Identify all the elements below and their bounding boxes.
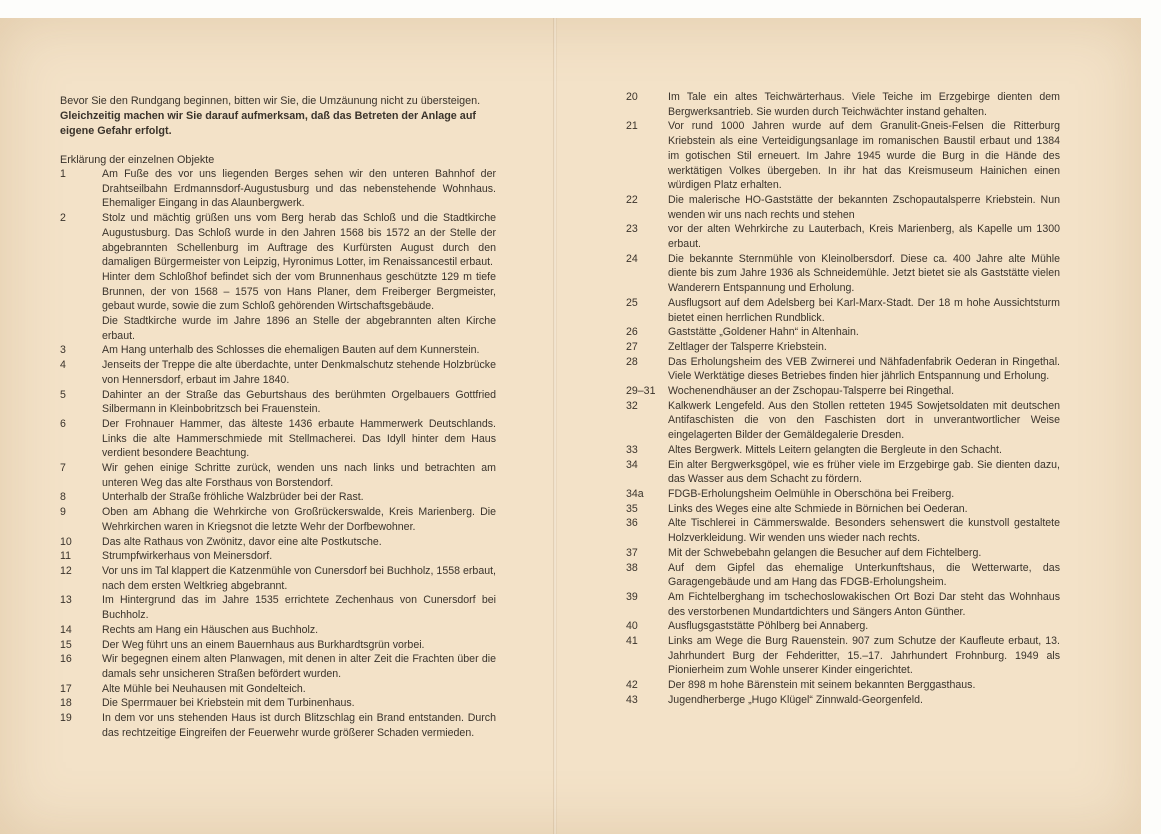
- object-description: Links des Weges eine alte Schmiede in Börnichen bei Oederan.: [668, 502, 968, 515]
- object-entry: [56, 505, 496, 534]
- object-number: [56, 270, 102, 314]
- object-entry: [56, 417, 496, 461]
- object-entry: [620, 90, 1060, 119]
- object-description: Rechts am Hang ein Häuschen aus Buchholz.: [102, 623, 319, 636]
- object-description: Die Sperrmauer bei Kriebstein mit dem Turbinenhaus.: [102, 697, 355, 710]
- object-number: 32: [626, 399, 638, 412]
- object-number: 4: [60, 359, 66, 372]
- object-entry: [620, 443, 1060, 458]
- object-entry: [620, 222, 1060, 251]
- object-number: 6: [60, 417, 66, 430]
- object-entry: [620, 693, 1060, 708]
- object-entry: [56, 593, 496, 622]
- object-description: Das Erholungsheim des VEB Zwirnerei und Nähfadenfabrik Oederan in Ringethal. Viele Werktätige dieses Betriebes finden hier jährlich Entspannung und Erholung.: [668, 355, 1060, 383]
- intro-line: Bevor Sie den Rundgang beginnen, bitten wir Sie, die Umzäunung nicht zu übersteigen.: [60, 95, 481, 107]
- object-entry: [56, 314, 496, 343]
- object-number: 40: [626, 620, 638, 633]
- object-number: 28: [626, 355, 638, 368]
- object-entry: [620, 619, 1060, 634]
- object-number: 2: [60, 212, 66, 225]
- object-number: 43: [626, 693, 638, 706]
- object-description: Jenseits der Treppe die alte überdachte, unter Denkmalschutz stehende Holzbrücke von Hennersdorf, erbaut im Jahre 1840.: [102, 359, 496, 386]
- object-number: 12: [60, 564, 72, 577]
- object-description: Ausflugsgaststätte Pöhlberg bei Annaberg.: [668, 620, 869, 633]
- object-description: Wir gehen einige Schritte zurück, wenden uns nach links und betrachten am unteren Weg das alte Forsthaus von Borstendorf.: [102, 462, 496, 489]
- object-description: Vor rund 1000 Jahren wurde auf dem Granulit-Gneis-Felsen die Ritterburg Kriebstein als eine Verteidigungsanlage im romanischen Baustil erbaut und 1384 im gotischen Stil erneuert. Im Jahre 1945 wurde die Burg in die Hände des werktätigen Volkes übergeben. In ihr hat das Kreismuseum Hainichen einen würdigen Platz erhalten.: [668, 120, 1060, 192]
- object-number: 1: [60, 168, 66, 180]
- object-number: 19: [60, 712, 72, 725]
- object-number: 7: [60, 462, 66, 475]
- object-entry: [620, 296, 1060, 325]
- object-number: 14: [60, 623, 72, 636]
- object-description: Ein alter Bergwerksgöpel, wie es früher viele im Erzgebirge gab. Sie dienten dazu, das Wasser aus dem Schacht zu fördern.: [668, 458, 1060, 486]
- object-entry: [620, 252, 1060, 296]
- object-number: 9: [60, 506, 66, 519]
- left-column: [56, 167, 496, 740]
- object-entry: [620, 119, 1060, 193]
- object-description: FDGB-Erholungsheim Oelmühle in Oberschöna bei Freiberg.: [668, 487, 955, 500]
- object-number: [56, 314, 102, 343]
- object-number: 16: [60, 653, 72, 666]
- object-description: Gaststätte „Goldener Hahn“ in Altenhain.: [668, 326, 859, 339]
- object-description: Die Stadtkirche wurde im Jahre 1896 an Stelle der abgebrannten alten Kirche erbaut.: [102, 315, 496, 342]
- object-number: 23: [626, 223, 638, 236]
- object-description: Der 898 m hohe Bärenstein mit seinem bekannten Berggasthaus.: [668, 679, 976, 692]
- object-number: 38: [626, 561, 638, 574]
- object-description: Ausflugsort auf dem Adelsberg bei Karl-Marx-Stadt. Der 18 m hohe Aussichtsturm bietet einen herrlichen Rundblick.: [668, 296, 1060, 324]
- object-description: Mit der Schwebebahn gelangen die Besucher auf dem Fichtelberg.: [668, 546, 982, 559]
- object-entry: [56, 211, 496, 270]
- object-entry: [620, 634, 1060, 678]
- object-entry: [620, 399, 1060, 443]
- object-entry: [620, 546, 1060, 561]
- object-number: 33: [626, 443, 638, 456]
- object-description: Oben am Abhang die Wehrkirche von Großrückerswalde, Kreis Marienberg. Die Wehrkirchen waren in Kriegsnot die letzte Wehr der Dorfbewohner.: [102, 506, 496, 533]
- object-entry: [56, 167, 496, 211]
- right-column: [620, 90, 1060, 708]
- object-entry: [56, 388, 496, 417]
- object-entry: [56, 549, 496, 564]
- object-number: 27: [626, 340, 638, 353]
- object-entry: [56, 461, 496, 490]
- object-description: Altes Bergwerk. Mittels Leitern gelangten die Bergleute in den Schacht.: [668, 443, 1002, 456]
- object-entry: [620, 384, 1060, 399]
- object-description: Jugendherberge „Hugo Klügel“ Zinnwald-Georgenfeld.: [668, 693, 923, 706]
- object-number: 13: [60, 594, 72, 607]
- object-entry: [56, 358, 496, 387]
- intro-text: [60, 94, 500, 139]
- center-fold: [553, 18, 557, 834]
- object-description: In dem vor uns stehenden Haus ist durch Blitzschlag ein Brand entstanden. Durch das rechtzeitige Eingreifen der Feuerwehr wurde größerer Schaden vermieden.: [102, 712, 496, 739]
- object-entry: [56, 535, 496, 550]
- object-description: Vor uns im Tal klappert die Katzenmühle von Cunersdorf bei Buchholz, 1558 erbaut, nach dem ersten Weltkrieg abgebrannt.: [102, 564, 496, 592]
- object-entry: [620, 193, 1060, 222]
- object-description: Im Hintergrund das im Jahre 1535 errichtete Zechenhaus von Cunersdorf bei Buchholz.: [102, 594, 496, 622]
- object-number: 26: [626, 326, 638, 339]
- object-description: Die bekannte Sternmühle von Kleinolbersdorf. Diese ca. 400 Jahre alte Mühle diente bis zum Jahre 1936 als Schneidemühle. Jetzt bietet sie als Gaststätte vielen Wanderern Entspannung und Erholung.: [668, 252, 1060, 295]
- object-number: 20: [626, 91, 638, 103]
- object-description: Die malerische HO-Gaststätte der bekannten Zschopautalsperre Kriebstein. Nun wenden wir uns nach rechts und stehen: [668, 193, 1060, 221]
- object-entry: [620, 678, 1060, 693]
- objects-heading: Erklärung der einzelnen Objekte: [60, 154, 215, 166]
- object-description: Am Fuße des vor uns liegenden Berges sehen wir den unteren Bahnhof der Drahtseilbahn Erdmannsdorf-Augustusburg und das nebenstehende Wohnhaus. Ehemaliger Eingang in das Alaunbergwerk.: [102, 168, 496, 210]
- object-description: Hinter dem Schloßhof befindet sich der vom Brunnenhaus geschützte 129 m tiefe Brunnen, der von 1568 – 1575 von Hans Planer, dem Freiberger Bergmeister, gebaut wurde, sowie die zum Schloß gehörenden Wirtschaftsgebäude.: [102, 270, 496, 313]
- object-number: 29–31: [626, 385, 656, 398]
- object-description: Stolz und mächtig grüßen uns vom Berg herab das Schloß und die Stadtkirche Augustusburg. Das Schloß wurde in den Jahren 1568 bis 1572 an der Stelle der abgebrannten Schellenburg im Auftrage des Kurfürsten August durch den damaligen Bürgermeister von Leipzig, Hyronimus Lotter, im Renaissancestil erbaut.: [102, 212, 496, 269]
- object-description: Dahinter an der Straße das Geburtshaus des berühmten Orgelbauers Gottfried Silbermann in Kleinbobritzsch bei Frauenstein.: [102, 388, 496, 416]
- object-number: 5: [60, 388, 66, 401]
- object-number: 39: [626, 590, 638, 603]
- object-entry: [56, 623, 496, 638]
- object-entry: [620, 516, 1060, 545]
- object-number: 3: [60, 344, 66, 357]
- object-description: Das alte Rathaus von Zwönitz, davor eine alte Postkutsche.: [102, 535, 382, 548]
- object-number: 37: [626, 546, 638, 559]
- object-number: 34: [626, 458, 638, 471]
- object-description: Kalkwerk Lengefeld. Aus den Stollen retteten 1945 Sowjetsoldaten mit deutschen Antifaschisten die von den Faschisten dort in unverantwortlicher Weise eingelagerten Bilder der Gemäldegalerie Dresden.: [668, 399, 1060, 442]
- object-entry: [56, 638, 496, 653]
- object-entry: [56, 564, 496, 593]
- object-entry: [620, 340, 1060, 355]
- object-number: 36: [626, 517, 638, 530]
- object-entry: [56, 696, 496, 711]
- object-entry: [56, 682, 496, 697]
- object-number: 10: [60, 535, 72, 548]
- object-entry: [56, 652, 496, 681]
- object-entry: [620, 487, 1060, 502]
- object-number: 17: [60, 682, 72, 695]
- object-entry: [56, 270, 496, 314]
- object-entry: [620, 325, 1060, 340]
- object-number: 41: [626, 635, 638, 648]
- object-entry: [620, 561, 1060, 590]
- object-entry: [56, 711, 496, 740]
- object-description: Unterhalb der Straße fröhliche Walzbrüder bei der Rast.: [102, 491, 364, 504]
- object-number: 8: [60, 491, 66, 504]
- object-number: 21: [626, 120, 638, 133]
- object-number: 42: [626, 679, 638, 692]
- object-number: 24: [626, 252, 638, 265]
- object-number: 34a: [626, 487, 644, 500]
- object-description: Auf dem Gipfel das ehemalige Unterkunftshaus, die Wetterwarte, das Garagengebäude und am Hang das FDGB-Erholungsheim.: [668, 561, 1060, 589]
- object-entry: [56, 343, 496, 358]
- object-number: 15: [60, 638, 72, 651]
- object-entry: [620, 502, 1060, 517]
- object-description: Am Fichtelberghang im tschechoslowakischen Ort Bozi Dar steht das Wohnhaus des verstorbenen Mundartdichters und Sängers Anton Günther.: [668, 590, 1060, 618]
- object-description: Wochenendhäuser an der Zschopau-Talsperre bei Ringethal.: [668, 385, 955, 398]
- object-description: Der Weg führt uns an einem Bauernhaus aus Burkhardtsgrün vorbei.: [102, 638, 425, 651]
- object-entry: [620, 458, 1060, 487]
- object-number: 22: [626, 193, 638, 206]
- object-number: 35: [626, 502, 638, 515]
- object-description: Wir begegnen einem alten Planwagen, mit denen in alter Zeit die Frachten über die damals sehr unsicheren Straßen befördert wurden.: [102, 653, 496, 680]
- object-entry: [56, 490, 496, 505]
- intro-warning: Gleichzeitig machen wir Sie darauf aufmerksam, daß das Betreten der Anlage auf eigene Gefahr erfolgt.: [60, 110, 477, 137]
- object-number: 11: [60, 550, 71, 563]
- object-entry: [620, 355, 1060, 384]
- object-description: Alte Mühle bei Neuhausen mit Gondelteich.: [102, 682, 306, 695]
- object-description: Strumpfwirkerhaus von Meinersdorf.: [102, 550, 273, 563]
- object-number: 18: [60, 697, 72, 710]
- object-description: Der Frohnauer Hammer, das älteste 1436 erbaute Hammerwerk Deutschlands. Links die alte Hammerschmiede mit Stellmacherei. Das Idyll hinter dem Haus verdient besondere Beachtung.: [102, 417, 496, 460]
- object-description: Im Tale ein altes Teichwärterhaus. Viele Teiche im Erzgebirge dienten dem Bergwerksantrieb. Sie wurden durch Teichwächter instand gehalten.: [668, 91, 1060, 118]
- object-description: Links am Wege die Burg Rauenstein. 907 zum Schutze der Kaufleute erbaut, 13. Jahrhundert Burg der Fehderitter, 15.–17. Jahrhundert Frohnburg. 1949 als Pionierheim zum Wohle unserer Kinder eingerichtet.: [668, 635, 1060, 677]
- object-description: vor der alten Wehrkirche zu Lauterbach, Kreis Marienberg, als Kapelle um 1300 erbaut.: [668, 223, 1060, 251]
- object-description: Zeltlager der Talsperre Kriebstein.: [668, 340, 827, 353]
- object-entry: [620, 590, 1060, 619]
- page-edge: [1141, 0, 1161, 834]
- object-number: 25: [626, 296, 638, 309]
- object-description: Am Hang unterhalb des Schlosses die ehemaligen Bauten auf dem Kunnerstein.: [102, 344, 480, 357]
- object-description: Alte Tischlerei in Cämmerswalde. Besonders sehenswert die kunstvoll gestaltete Holzverkleidung. Wir wenden uns wieder nach rechts.: [668, 517, 1060, 545]
